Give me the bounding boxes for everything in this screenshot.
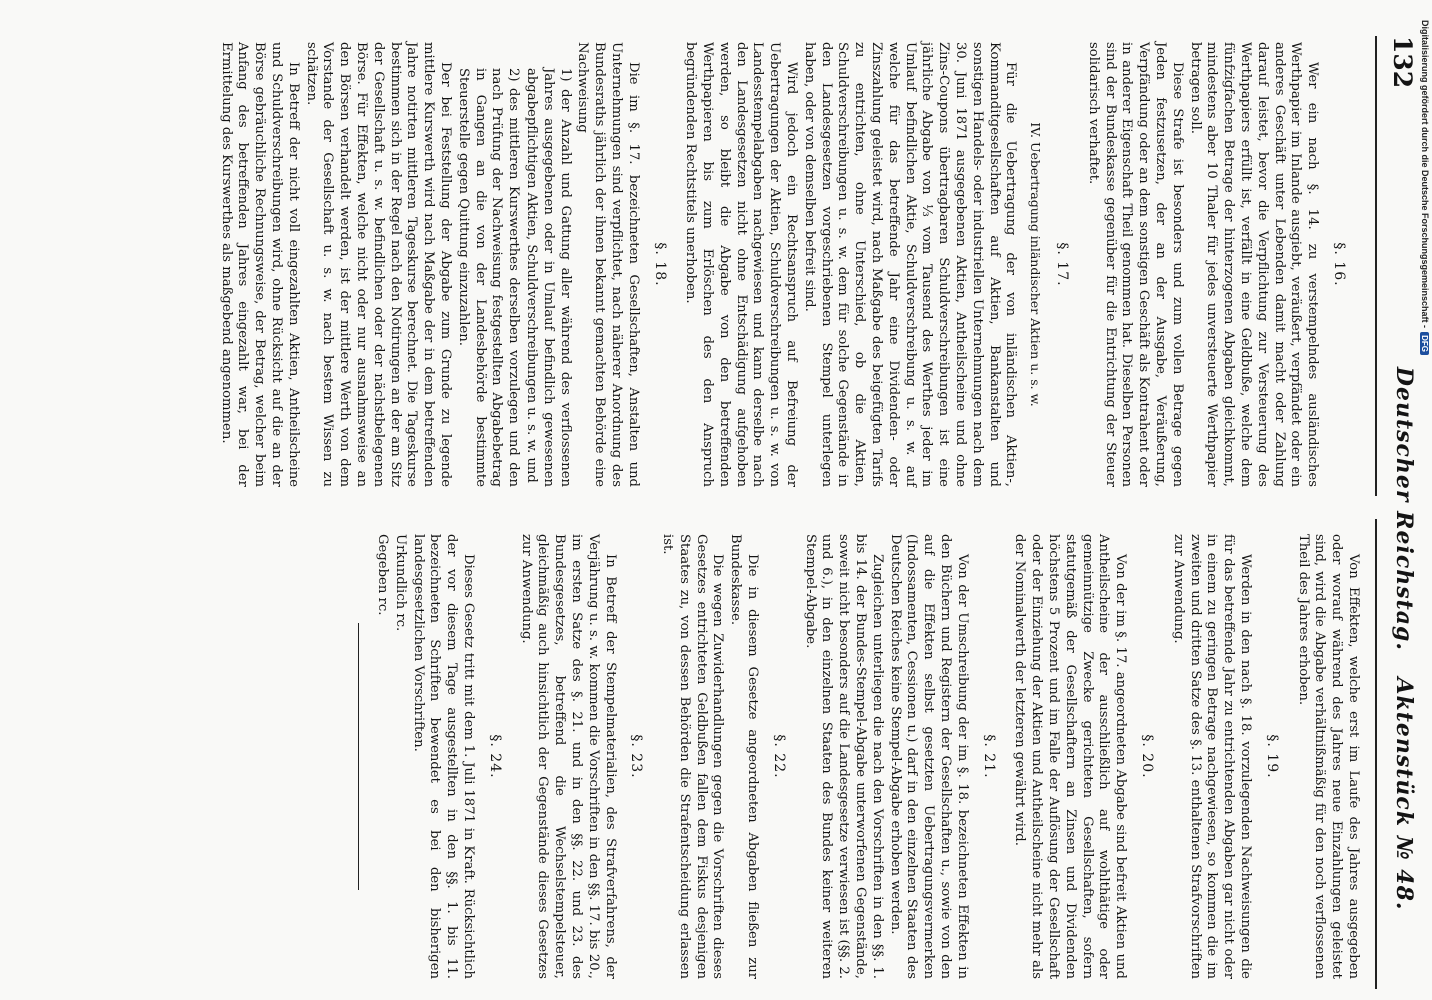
section-heading-20: §. 20. <box>1139 734 1156 779</box>
closing-line: Urkundlich rc. <box>392 534 408 632</box>
left-text-column <box>53 42 1361 487</box>
part-heading: IV. Uebertragung inländischer Aktien u. s. w. <box>1028 122 1044 407</box>
paragraph: Die in diesem Gesetze angeordneten Abgaben fließen zur Bundeskasse. <box>728 534 761 979</box>
list-item: 2) des mittleren Kurswerthes derselben vorzulegen und den nach Prüfung der Nachweisung festgestellten Abgabebetrag in Gangen an die von der Landesbehörde bestimmte Steuerstelle gegen Quittung einzuzahlen. <box>455 68 522 487</box>
section-heading-23: §. 23. <box>628 734 645 779</box>
dfg-logo-badge: DFG <box>1420 332 1429 355</box>
paragraph: Für die Uebertragung der von inländischen Aktien-, Kommanditgesellschaften auf Aktien, Bankanstalten und sonstigen Handels- oder industriellen Unternehmungen nach dem 30. Juni 1871 ausgegebenen Aktien, Antheilscheine und ohne Zins-Coupons übertragbaren Schuldverschreibungen ist eine jährliche Abgabe von ⅓ vom Tausend des Werthes jeder im Umlauf befindlichen Aktie, Schuldverschreibung u. s. w. auf welche für das betreffende Jahr eine Dividenden- oder Zinszahlung geleistet wird, nach Maßgabe des beigefügten Tarifs zu entrichten, ohne Unterschied, ob die Aktien, Schuldverschreibungen u. s. w. dem für solche Gegenstände in den Landesgesetzen vorgeschriebenen Stempel unterlegen haben, oder von demselben befreit sind. <box>801 42 1019 487</box>
credit-text: Digitalisierung gefördert durch die Deutsche Forschungsgemeinschaft - <box>1420 20 1430 329</box>
rotated-document-page <box>45 14 1425 1000</box>
paragraph: Der bei Feststellung der Abgabe zum Grunde zu legende mittlere Kurswerth wird nach Maßgabe der in dem betreffenden Jahre notirten mittleren Tageskurse berechnet. Die Tageskurse bestimmen sich in der Regel nach den Notirungen an der am Sitz der Gesellschaft u. s. w. befindlichen oder der nächstbelegenen Börse. Für Effekten, welche nicht oder nur ausnahmsweise an den Börsen verhandelt werden, ist der mittlere Werth von dem Vorstande der Gesellschaft u. s. w. nach bestem Wissen zu schätzen. <box>303 42 453 487</box>
paragraph: Die im §. 17. bezeichneten Gesellschaften, Anstalten und Unternehmungen sind verpflichtet, nach näherer Anordnung des Bundesraths jährlich der ihnen bekannt gemachten Behörde eine Nachweisung <box>575 42 641 487</box>
closing-line: Gegeben rc. <box>374 534 390 616</box>
digitization-credit <box>1416 20 1432 980</box>
section-heading-24: §. 24. <box>486 734 503 779</box>
right-running-title: Aktenstück № 48. <box>1391 677 1417 911</box>
left-running-title: Deutscher Reichstag. <box>1391 366 1417 652</box>
section-heading-18: §. 18. <box>651 242 668 287</box>
right-text-column <box>53 534 1361 979</box>
paragraph: In Betreff der nicht voll eingezahlten Aktien, Antheilscheine und Schuldverschreibungen wird, ohne Rücksicht auf die an der Börse gebräuchliche Rechnungsweise, der Betrag, welcher beim Anfang des betreffenden Jahres eingezahlt war, bei der Ermittelung des Kurswerthes als maßgebend angenommen. <box>218 42 301 487</box>
paragraph: Werden in den nach §. 18. vorzulegenden Nachweisungen die für das betreffende Jahr zu entrichtenden Abgaben gar nicht oder in einem zu geringen Betrage nachgewiesen, so kommen die im zweiten und dritten Satze des §. 13. enthaltenen Strafvorschriften zur Anwendung. <box>1170 534 1254 979</box>
paragraph: Diese Strafe ist besonders und zum vollen Betrage gegen Jeden festzusetzen, der an der Ausgabe, Veräußerung, Verpfändung oder an dem sonstigen Geschäft als Kontrahent oder in anderer Eigenschaft Theil genommen hat. Dieselben Personen sind der Bundeskasse gegenüber für die Entrichtung der Steuer solidarisch verhaftet. <box>1085 42 1185 487</box>
paragraph: Zugleichen unterliegen die nach den Vorschriften in den §§. 1. bis 14. der Bundes-Stempel-Abgabe unterworfenen Gegenstände, soweit nicht besonders auf die Landesgesetze verwiesen ist (§§. 2. und 6.), in den einzelnen Staaten des Bundes keiner weiteren Stempel-Abgabe. <box>802 534 885 979</box>
section-heading-21: §. 21. <box>980 734 997 779</box>
list-item: 1) der Anzahl und Gattung aller während des verflossenen Jahres ausgegebenen oder in Umlauf befindlich gewesenen abgabepflichtigen Aktien, Schuldverschreibungen u. s. w. und <box>523 68 573 487</box>
section-heading-16: §. 16. <box>1331 242 1347 287</box>
section-heading-22: §. 22. <box>770 734 787 779</box>
paragraph: Von der im §. 17. angeordneten Abgabe sind befreit Aktien und Antheilscheine der ausschließlich auf wohlthätige oder gemeinnützige Zwecke gerichteten Gesellschaften, sofern statutgemäß der Gesellschaftern an Zinsen und Dividenden höchstens 5 Prozent und im Falle der Auflösung der Gesellschaft oder der Einziehung der Aktien und Antheilscheine nicht mehr als der Nominalwerth der letzteren gewährt wird. <box>1012 534 1129 979</box>
header-rule-left <box>1375 36 1377 496</box>
paragraph: In Betreff der Stempelmaterialien, des Strafverfahrens, der Verjährung u. s. w. kommen die Vorschriften in den §§. 17. bis 20., im ersten Satze des §. 21. und in den §§. 22. und 23. des Bundesgesetzes, betreffend die Wechselstempelsteuer, gleichmäßig auch hinsichtlich der Gegenstände dieses Gesetzes zur Anwendung. <box>518 534 618 979</box>
header-rule-right <box>1375 519 1377 989</box>
paragraph: Wird jedoch ein Rechtsanspruch auf Befreiung der Uebertragungen der Aktien, Schuldverschreibungen u. s. w. von Landesstempelabgaben nachgewiesen und kann derselbe nach den Landesgesetzen nicht ohne Entschädigung aufgehoben werden, so bleibt die Abgabe von den betreffenden Werthpapieren bis zum Erlöschen des den Anspruch begründenden Rechtstitels unerhoben. <box>683 42 800 487</box>
page-number: 132 <box>1388 36 1417 89</box>
end-rule <box>358 623 359 890</box>
paragraph: Von der Umschreibung der im §. 18. bezeichneten Effekten in den Büchern und Registern der Gesellschaften u., sowie von den auf die Effekten selbst gesetzten Uebertragungsvermerken (Indossamenten, Cessionen u.) darf in den einzelnen Staaten des Deutschen Reiches keine Stempel-Abgabe erhoben werden. <box>887 534 970 979</box>
section-heading-17: §. 17. <box>1054 242 1071 287</box>
paragraph: Die wegen Zuwiderhandlungen gegen die Vorschriften dieses Gesetzes entrichteten Geldbußen fallen dem Fiskus desjenigen Staates zu, von dessen Behörden die Strafentscheidung erlassen ist. <box>660 534 726 979</box>
paragraph: Dieses Gesetz tritt mit dem 1. Juli 1871 in Kraft. Rücksichtlich der vor diesem Tage ausgestellten in den §§. 1. bis 11. bezeichneten Schriften bewendet es bei den bisherigen landesgesetzlichen Vorschriften. <box>410 534 476 979</box>
section-heading-19: §. 19. <box>1263 734 1280 779</box>
paragraph: Wer ein nach §. 14. zu verstempelndes ausländisches Werthpapier im Inlande ausgiebt, veräußert, verpfändet oder ein anderes Geschäft unter Lebenden damit macht oder Zahlung darauf leistet, bevor die Verpflichtung zur Versteuerung des Werthpapiers erfüllt ist, verfällt in eine Geldbuße, welche dem fünfzigfachen Betrage der hinterzogenen Abgaben gleichkommt, mindestens aber 10 Thaler für jedes unversteuerte Werthpapier betragen soll. <box>1187 42 1321 487</box>
paragraph: Von Effekten, welche erst im Laufe des Jahres ausgegeben oder worauf während des Jahres neue Einzahlungen geleistet sind, wird die Abgabe verhältnißmäßig für den noch verflossenen Theil des Jahres erhoben. <box>1295 534 1361 979</box>
